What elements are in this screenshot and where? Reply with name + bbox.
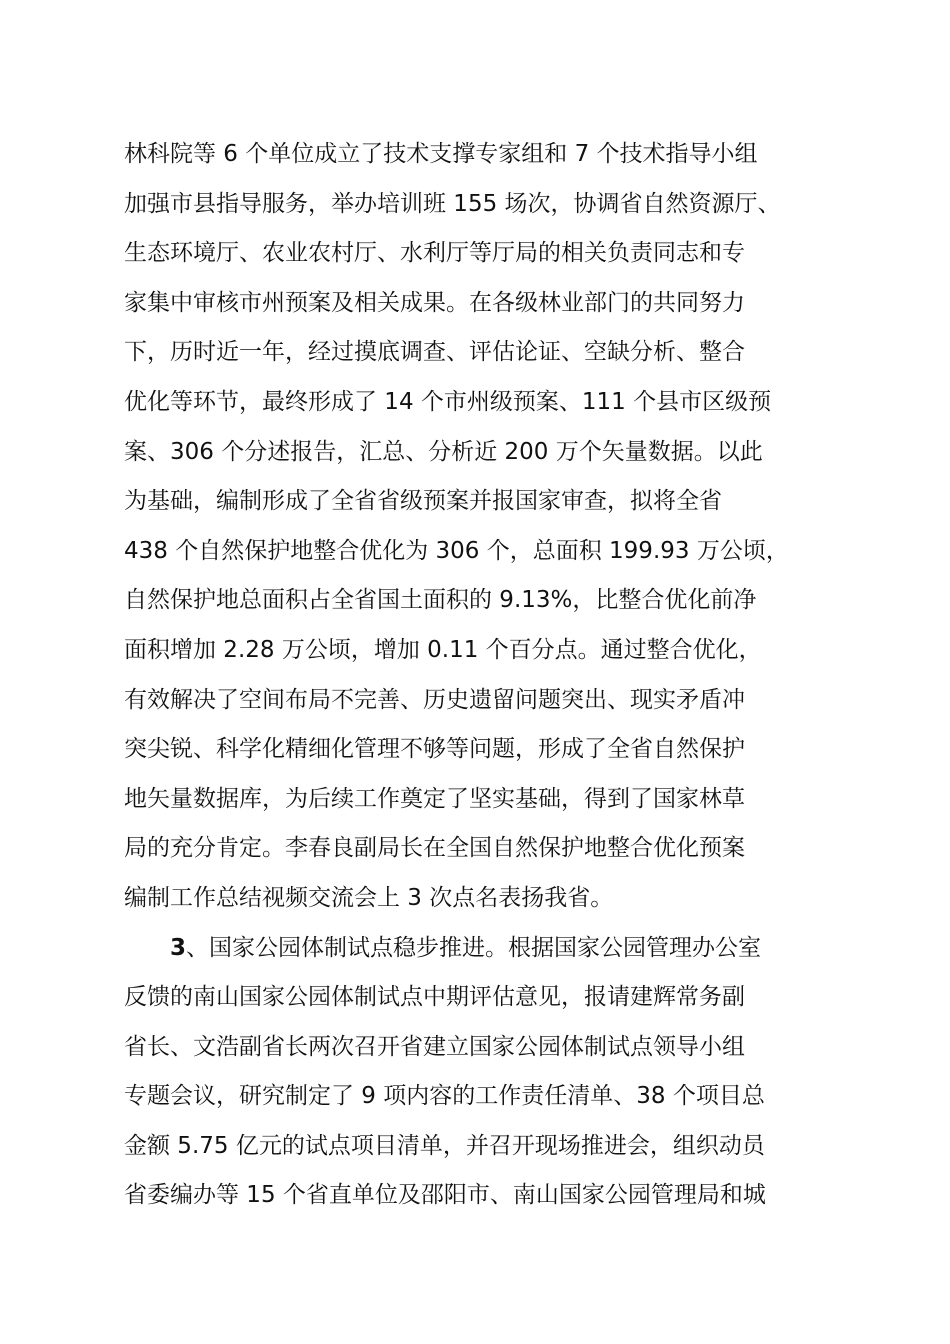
section-number: 3 xyxy=(170,934,187,961)
text-line: 加强市县指导服务，举办培训班 155 场次，协调省自然资源厅、 xyxy=(124,190,781,217)
text-line: 专题会议，研究制定了 9 项内容的工作责任清单、38 个项目总 xyxy=(124,1083,765,1110)
text-line: 为基础，编制形成了全省省级预案并报国家审查，拟将全省 xyxy=(124,488,722,515)
text-line: 生态环境厅、农业农村厅、水利厅等厅局的相关负责同志和专 xyxy=(124,240,745,267)
text-line: 省委编办等 15 个省直单位及邵阳市、南山国家公园管理局和城 xyxy=(124,1182,766,1209)
paragraph-1 xyxy=(124,130,844,924)
text-line: 省长、文浩副省长两次召开省建立国家公园体制试点领导小组 xyxy=(124,1033,745,1060)
text-line: 地矢量数据库，为后续工作奠定了坚实基础，得到了国家林草 xyxy=(124,785,745,812)
text-line: 438 个自然保护地整合优化为 306 个，总面积 199.93 万公顷， xyxy=(124,537,789,564)
text-line: 案、306 个分述报告，汇总、分析近 200 万个矢量数据。以此 xyxy=(124,438,763,465)
text-line: 下，历时近一年，经过摸底调查、评估论证、空缺分析、整合 xyxy=(124,339,745,366)
text-line: 编制工作总结视频交流会上 3 次点名表扬我省。 xyxy=(124,884,614,911)
text-line: 金额 5.75 亿元的试点项目清单，并召开现场推进会，组织动员 xyxy=(124,1132,765,1159)
text-line: 有效解决了空间布局不完善、历史遗留问题突出、现实矛盾冲 xyxy=(124,686,745,713)
text-line: 优化等环节，最终形成了 14 个市州级预案、111 个县市区级预 xyxy=(124,388,772,415)
text-line: 突尖锐、科学化精细化管理不够等问题，形成了全省自然保护 xyxy=(124,736,745,763)
text-line: 家集中审核市州预案及相关成果。在各级林业部门的共同努力 xyxy=(124,289,745,316)
text-line: 局的充分肯定。李春良副局长在全国自然保护地整合优化预案 xyxy=(124,835,745,862)
text-line: 反馈的南山国家公园体制试点中期评估意见，报请建辉常务副 xyxy=(124,984,745,1011)
document-body xyxy=(124,130,844,1221)
text-line: 面积增加 2.28 万公顷，增加 0.11 个百分点。通过整合优化， xyxy=(124,636,762,663)
paragraph-2 xyxy=(124,924,844,1222)
section-heading-text: 、国家公园体制试点稳步推进。根据国家公园管理办公室 xyxy=(186,934,762,961)
text-line: 林科院等 6 个单位成立了技术支撑专家组和 7 个技术指导小组 xyxy=(124,141,758,167)
section-heading-line xyxy=(124,924,844,974)
text-line: 自然保护地总面积占全省国土面积的 9.13%，比整合优化前净 xyxy=(124,587,757,614)
